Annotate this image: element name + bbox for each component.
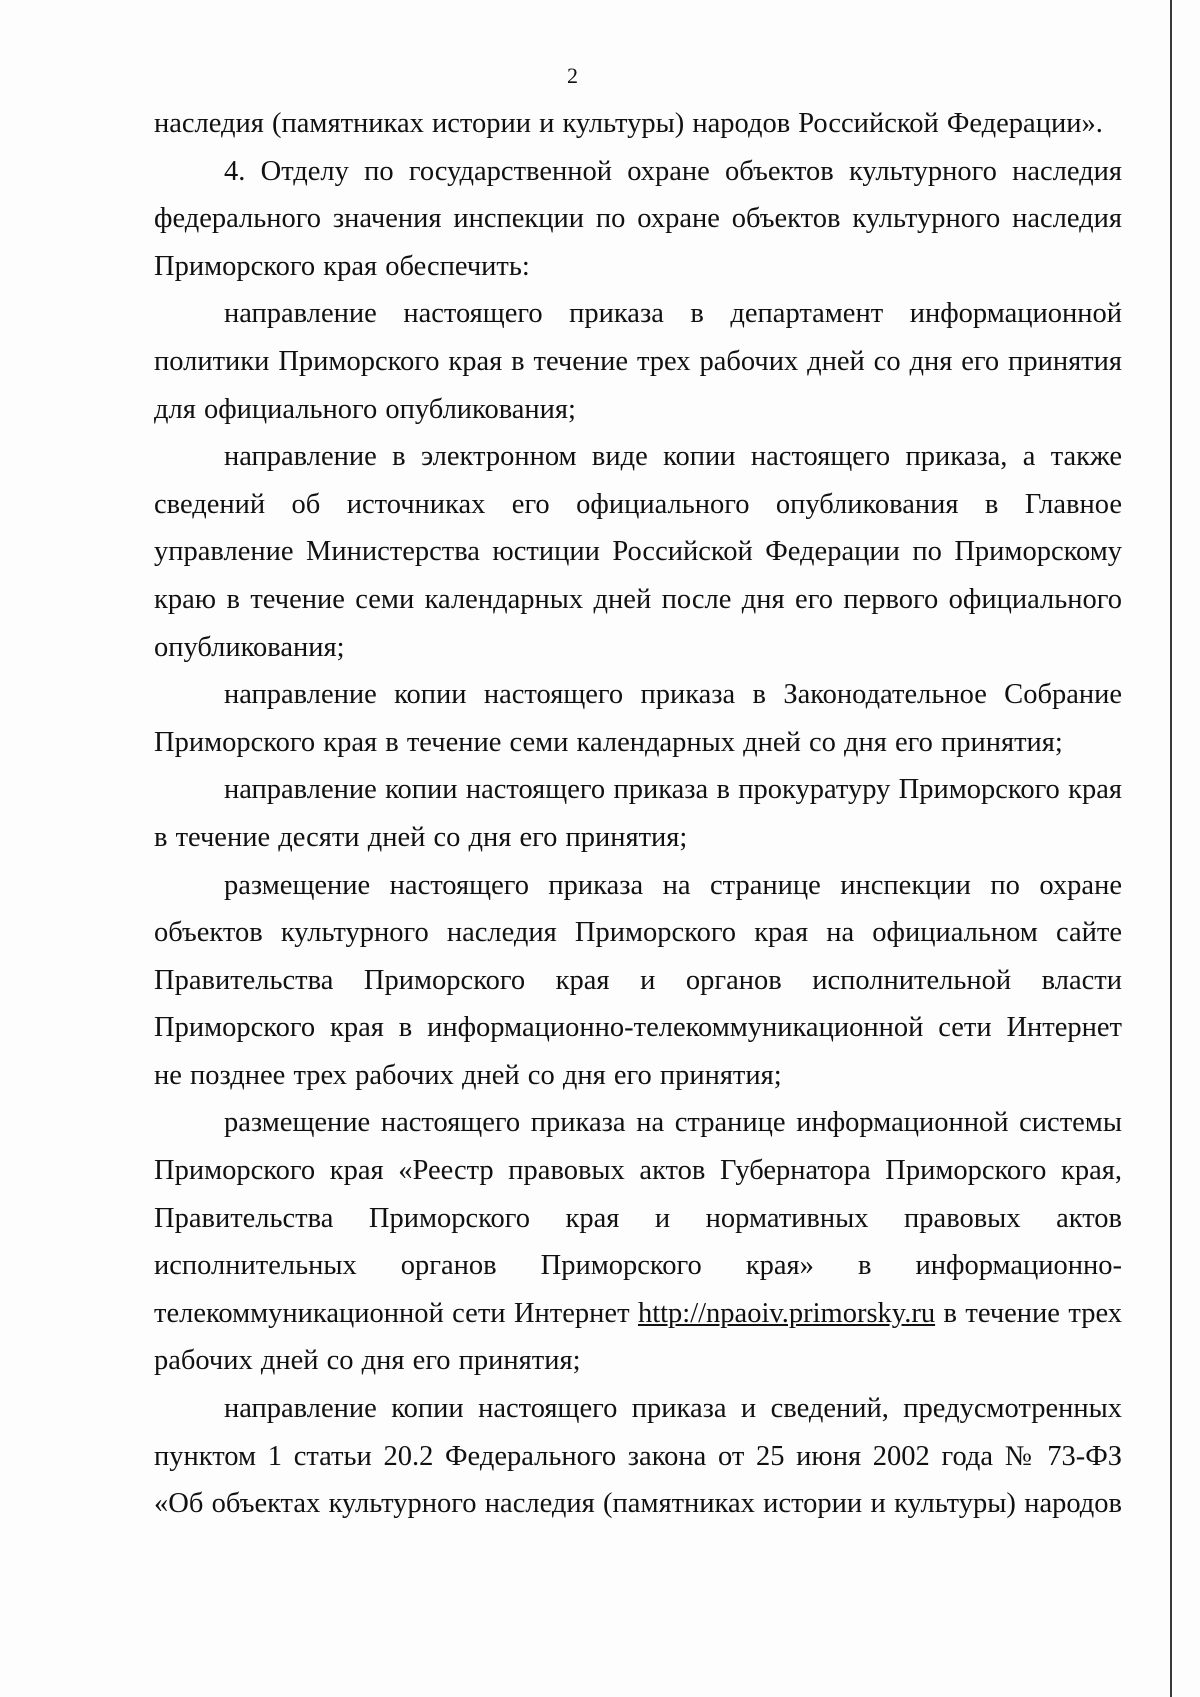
paragraph-registry-placement xyxy=(154,1099,1122,1385)
registry-link[interactable]: http://npaoiv.primorsky.ru xyxy=(637,1297,936,1329)
paragraph-info-policy: направление настоящего приказа в департамент информационной политики Приморского края в течение трех рабочих дней со дня его принятия для официального опубликования; xyxy=(154,298,1122,425)
paragraph-prosecutor: направление копии настоящего приказа в прокуратуру Приморского края в течение десяти дней со дня его принятия; xyxy=(154,774,1122,853)
paragraph-continuation: наследия (памятниках истории и культуры) народов Российской Федерации». xyxy=(154,108,1103,139)
document-body xyxy=(154,100,1122,1528)
scan-edge-line xyxy=(1170,0,1172,1697)
registry-text-before: размещение настоящего приказа на странице информационной системы Приморского края «Реестр правовых актов Губернатора Приморского края, Правительства Приморского края и нормативных правовых актов исполнительных органов Приморского края» в информационно-телекоммуникационной сети Интернет xyxy=(154,1107,1122,1329)
paragraph-website-placement: размещение настоящего приказа на странице инспекции по охране объектов культурного наследия Приморского края на официальном сайте Правительства Приморского края и органов исполнительной власти Приморского края в информационно-телекоммуникационной сети Интернет не позднее трех рабочих дней со дня его принятия; xyxy=(154,869,1122,1091)
registry-text-after: в течение трех рабочих дней со дня его принятия; xyxy=(154,1297,1122,1377)
paragraph-item-4: 4. Отделу по государственной охране объектов культурного наследия федерального значения инспекции по охране объектов культурного наследия Приморского края обеспечить: xyxy=(154,155,1122,282)
paragraph-ministry-justice: направление в электронном виде копии настоящего приказа, а также сведений об источниках его официального опубликования в Главное управление Министерства юстиции Российской Федерации по Приморскому краю в течение семи календарных дней после дня его первого официального опубликования; xyxy=(154,441,1122,663)
paragraph-legislative-assembly: направление копии настоящего приказа в Законодательное Собрание Приморского края в течение семи календарных дней со дня его принятия; xyxy=(154,679,1122,758)
paragraph-federal-law: направление копии настоящего приказа и сведений, предусмотренных пунктом 1 статьи 20.2 Федерального закона от 25 июня 2002 года № 73-ФЗ «Об объектах культурного наследия (памятниках истории и культуры) народов xyxy=(154,1393,1122,1520)
page-number: 2 xyxy=(567,63,578,88)
